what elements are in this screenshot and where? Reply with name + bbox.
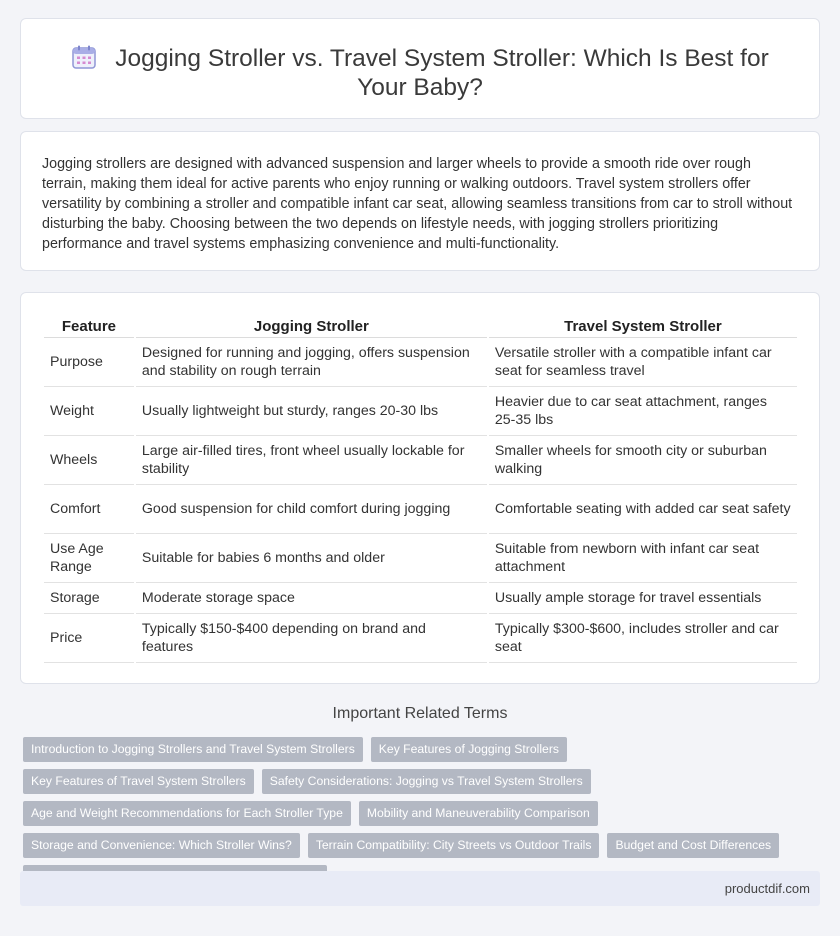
travel-cell: Versatile stroller with a compatible infant car seat for seamless travel bbox=[489, 338, 797, 387]
intro-paragraph: Jogging strollers are designed with advanced suspension and larger wheels to provide a smooth ride over rough terrain, making them ideal for active parents who enjoy running or walking outdoors. Travel system strollers offer versatility by combining a stroller and compatible infant car seat, allowing seamless transitions from car to stroll without disturbing the baby. Choosing between the two depends on lifestyle needs, with jogging strollers prioritizing performance and travel systems emphasizing convenience and multi-functionality. bbox=[42, 156, 793, 252]
related-term-tag[interactable]: Mobility and Maneuverability Comparison bbox=[359, 801, 598, 826]
related-term-tag[interactable]: Age and Weight Recommendations for Each Stroller Type bbox=[23, 801, 351, 826]
intro-card bbox=[20, 131, 820, 271]
feature-cell: Wheels bbox=[44, 436, 134, 485]
jogging-cell: Moderate storage space bbox=[136, 583, 487, 614]
header-jogging: Jogging Stroller bbox=[136, 314, 487, 338]
travel-cell: Comfortable seating with added car seat safety bbox=[489, 485, 797, 534]
table-header-row bbox=[44, 314, 797, 338]
calendar-icon bbox=[71, 44, 97, 70]
related-term-tag[interactable]: Budget and Cost Differences bbox=[607, 833, 779, 858]
travel-cell: Typically $300-$600, includes stroller and car seat bbox=[489, 614, 797, 663]
related-terms-heading: Important Related Terms bbox=[332, 705, 508, 722]
header-travel: Travel System Stroller bbox=[489, 314, 797, 338]
related-term-tag[interactable]: Key Features of Travel System Strollers bbox=[23, 769, 254, 794]
travel-cell: Heavier due to car seat attachment, ranges 25-35 lbs bbox=[489, 387, 797, 436]
related-term-tag[interactable]: Key Features of Jogging Strollers bbox=[371, 737, 567, 762]
header-feature: Feature bbox=[44, 314, 134, 338]
page-title-text: Jogging Stroller vs. Travel System Stroller: Which Is Best for Your Baby? bbox=[115, 45, 769, 101]
related-term-tag[interactable]: Terrain Compatibility: City Streets vs Outdoor Trails bbox=[308, 833, 600, 858]
feature-cell: Weight bbox=[44, 387, 134, 436]
feature-cell: Purpose bbox=[44, 338, 134, 387]
related-term-tag[interactable]: Storage and Convenience: Which Stroller Wins? bbox=[23, 833, 300, 858]
table-row bbox=[44, 338, 797, 387]
footer-site-name: productdif.com bbox=[724, 881, 810, 896]
jogging-cell: Large air-filled tires, front wheel usually lockable for stability bbox=[136, 436, 487, 485]
travel-cell: Usually ample storage for travel essentials bbox=[489, 583, 797, 614]
table-row bbox=[44, 534, 797, 583]
feature-cell: Price bbox=[44, 614, 134, 663]
footer bbox=[20, 871, 820, 906]
travel-cell: Suitable from newborn with infant car seat attachment bbox=[489, 534, 797, 583]
title-card bbox=[20, 18, 820, 119]
related-term-tag[interactable]: Introduction to Jogging Strollers and Travel System Strollers bbox=[23, 737, 363, 762]
table-row bbox=[44, 387, 797, 436]
table-row bbox=[44, 614, 797, 663]
jogging-cell: Typically $150-$400 depending on brand and features bbox=[136, 614, 487, 663]
table-row bbox=[44, 436, 797, 485]
jogging-cell: Usually lightweight but sturdy, ranges 20-30 lbs bbox=[136, 387, 487, 436]
page-title bbox=[21, 44, 819, 102]
table-row bbox=[44, 485, 797, 534]
feature-cell: Use Age Range bbox=[44, 534, 134, 583]
jogging-cell: Good suspension for child comfort during jogging bbox=[136, 485, 487, 534]
related-term-tag[interactable]: Safety Considerations: Jogging vs Travel System Strollers bbox=[262, 769, 591, 794]
jogging-cell: Suitable for babies 6 months and older bbox=[136, 534, 487, 583]
comparison-card bbox=[20, 292, 820, 684]
feature-cell: Storage bbox=[44, 583, 134, 614]
comparison-table bbox=[42, 314, 799, 663]
jogging-cell: Designed for running and jogging, offers suspension and stability on rough terrain bbox=[136, 338, 487, 387]
travel-cell: Smaller wheels for smooth city or suburban walking bbox=[489, 436, 797, 485]
feature-cell: Comfort bbox=[44, 485, 134, 534]
table-row bbox=[44, 583, 797, 614]
